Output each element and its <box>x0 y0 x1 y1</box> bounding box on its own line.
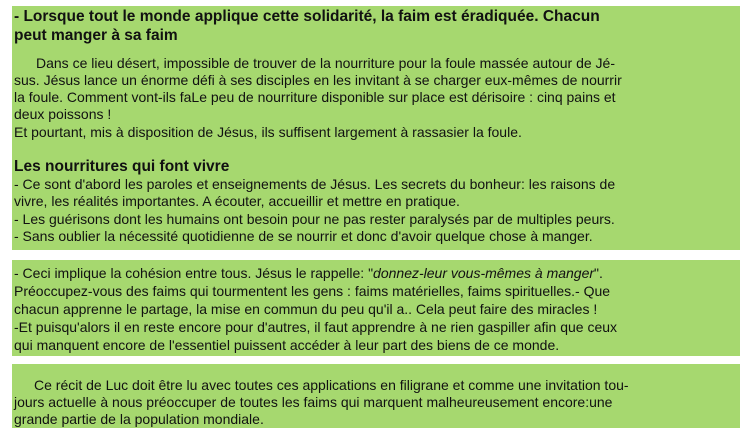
highlight-block <box>12 140 740 158</box>
paragraph-4-line-1 <box>14 265 740 282</box>
paragraph-4-line-4: -Et puisqu'alors il en reste encore pour d'autres, il faut apprendre à ne rien gaspiller afin que ceux <box>14 319 618 335</box>
paragraph-3-line-3: - Les guérisons dont les humains ont besoin pour ne pas rester paralysés par de multiples peurs. <box>14 211 615 227</box>
paragraph-3-line-1: - Ce sont d'abord les paroles et enseignements de Jésus. Les secrets du bonheur: les raisons de <box>14 176 616 192</box>
paragraph-2-line-4: deux poissons ! <box>14 106 112 122</box>
paragraph-4-line-2: Préoccupez-vous des faims qui tourmentent les gens : faims matérielles, faims spirituelles.- Que <box>14 283 611 299</box>
paragraph-4-line-1-end: ". <box>594 265 603 281</box>
section-heading: Les nourritures qui font vivre <box>14 158 230 175</box>
paragraph-4-line-3: chacun apprenne le partage, la mise en commun du peu qu'il a.. Cela peut faire des miracles ! <box>14 301 598 317</box>
paragraph-2-line-1: Dans ce lieu désert, impossible de trouver de la nourriture pour la foule massée autour de Jé- <box>36 55 615 71</box>
paragraph-3-line-2: vivre, les réalités importantes. A écouter, accueillir et mettre en pratique. <box>14 193 460 209</box>
quote-text: donnez-leur vous-mêmes à manger <box>373 265 595 281</box>
paragraph-5-line-2: jours actuelle à nous préoccuper de toutes les faims qui marquent malheureusement encore:une <box>14 394 613 410</box>
paragraph-1-line-1: - Lorsque tout le monde applique cette solidarité, la faim est éradiquée. Chacun <box>14 8 600 25</box>
paragraph-1-line-2: peut manger à sa faim <box>14 27 178 44</box>
paragraph-3-line-4: - Sans oublier la nécessité quotidienne de se nourrir et donc d'avoir quelque chose à manger. <box>14 228 593 244</box>
paragraph-4-line-1-start: - Ceci implique la cohésion entre tous. Jésus le rappelle: " <box>14 265 374 281</box>
paragraph-2-line-2: sus. Jésus lance un énorme défi à ses disciples en les invitant à se charger eux-mêmes de nourrir <box>14 72 622 88</box>
paragraph-4-line-5: qui manquent encore de l'essentiel puissent accéder à leur part des biens de ce monde. <box>14 337 560 353</box>
paragraph-5-line-1: Ce récit de Luc doit être lu avec toutes ces applications en filigrane et comme une invitation tou- <box>34 377 629 393</box>
paragraph-5-line-3: grande partie de la population mondiale. <box>14 411 264 427</box>
paragraph-2-line-3: la foule. Comment vont-ils faLe peu de nourriture disponible sur place est dérisoire : cinq pains et <box>14 89 616 105</box>
paragraph-2-line-5: Et pourtant, mis à disposition de Jésus, ils suffisent largement à rassasier la foule. <box>14 124 522 140</box>
